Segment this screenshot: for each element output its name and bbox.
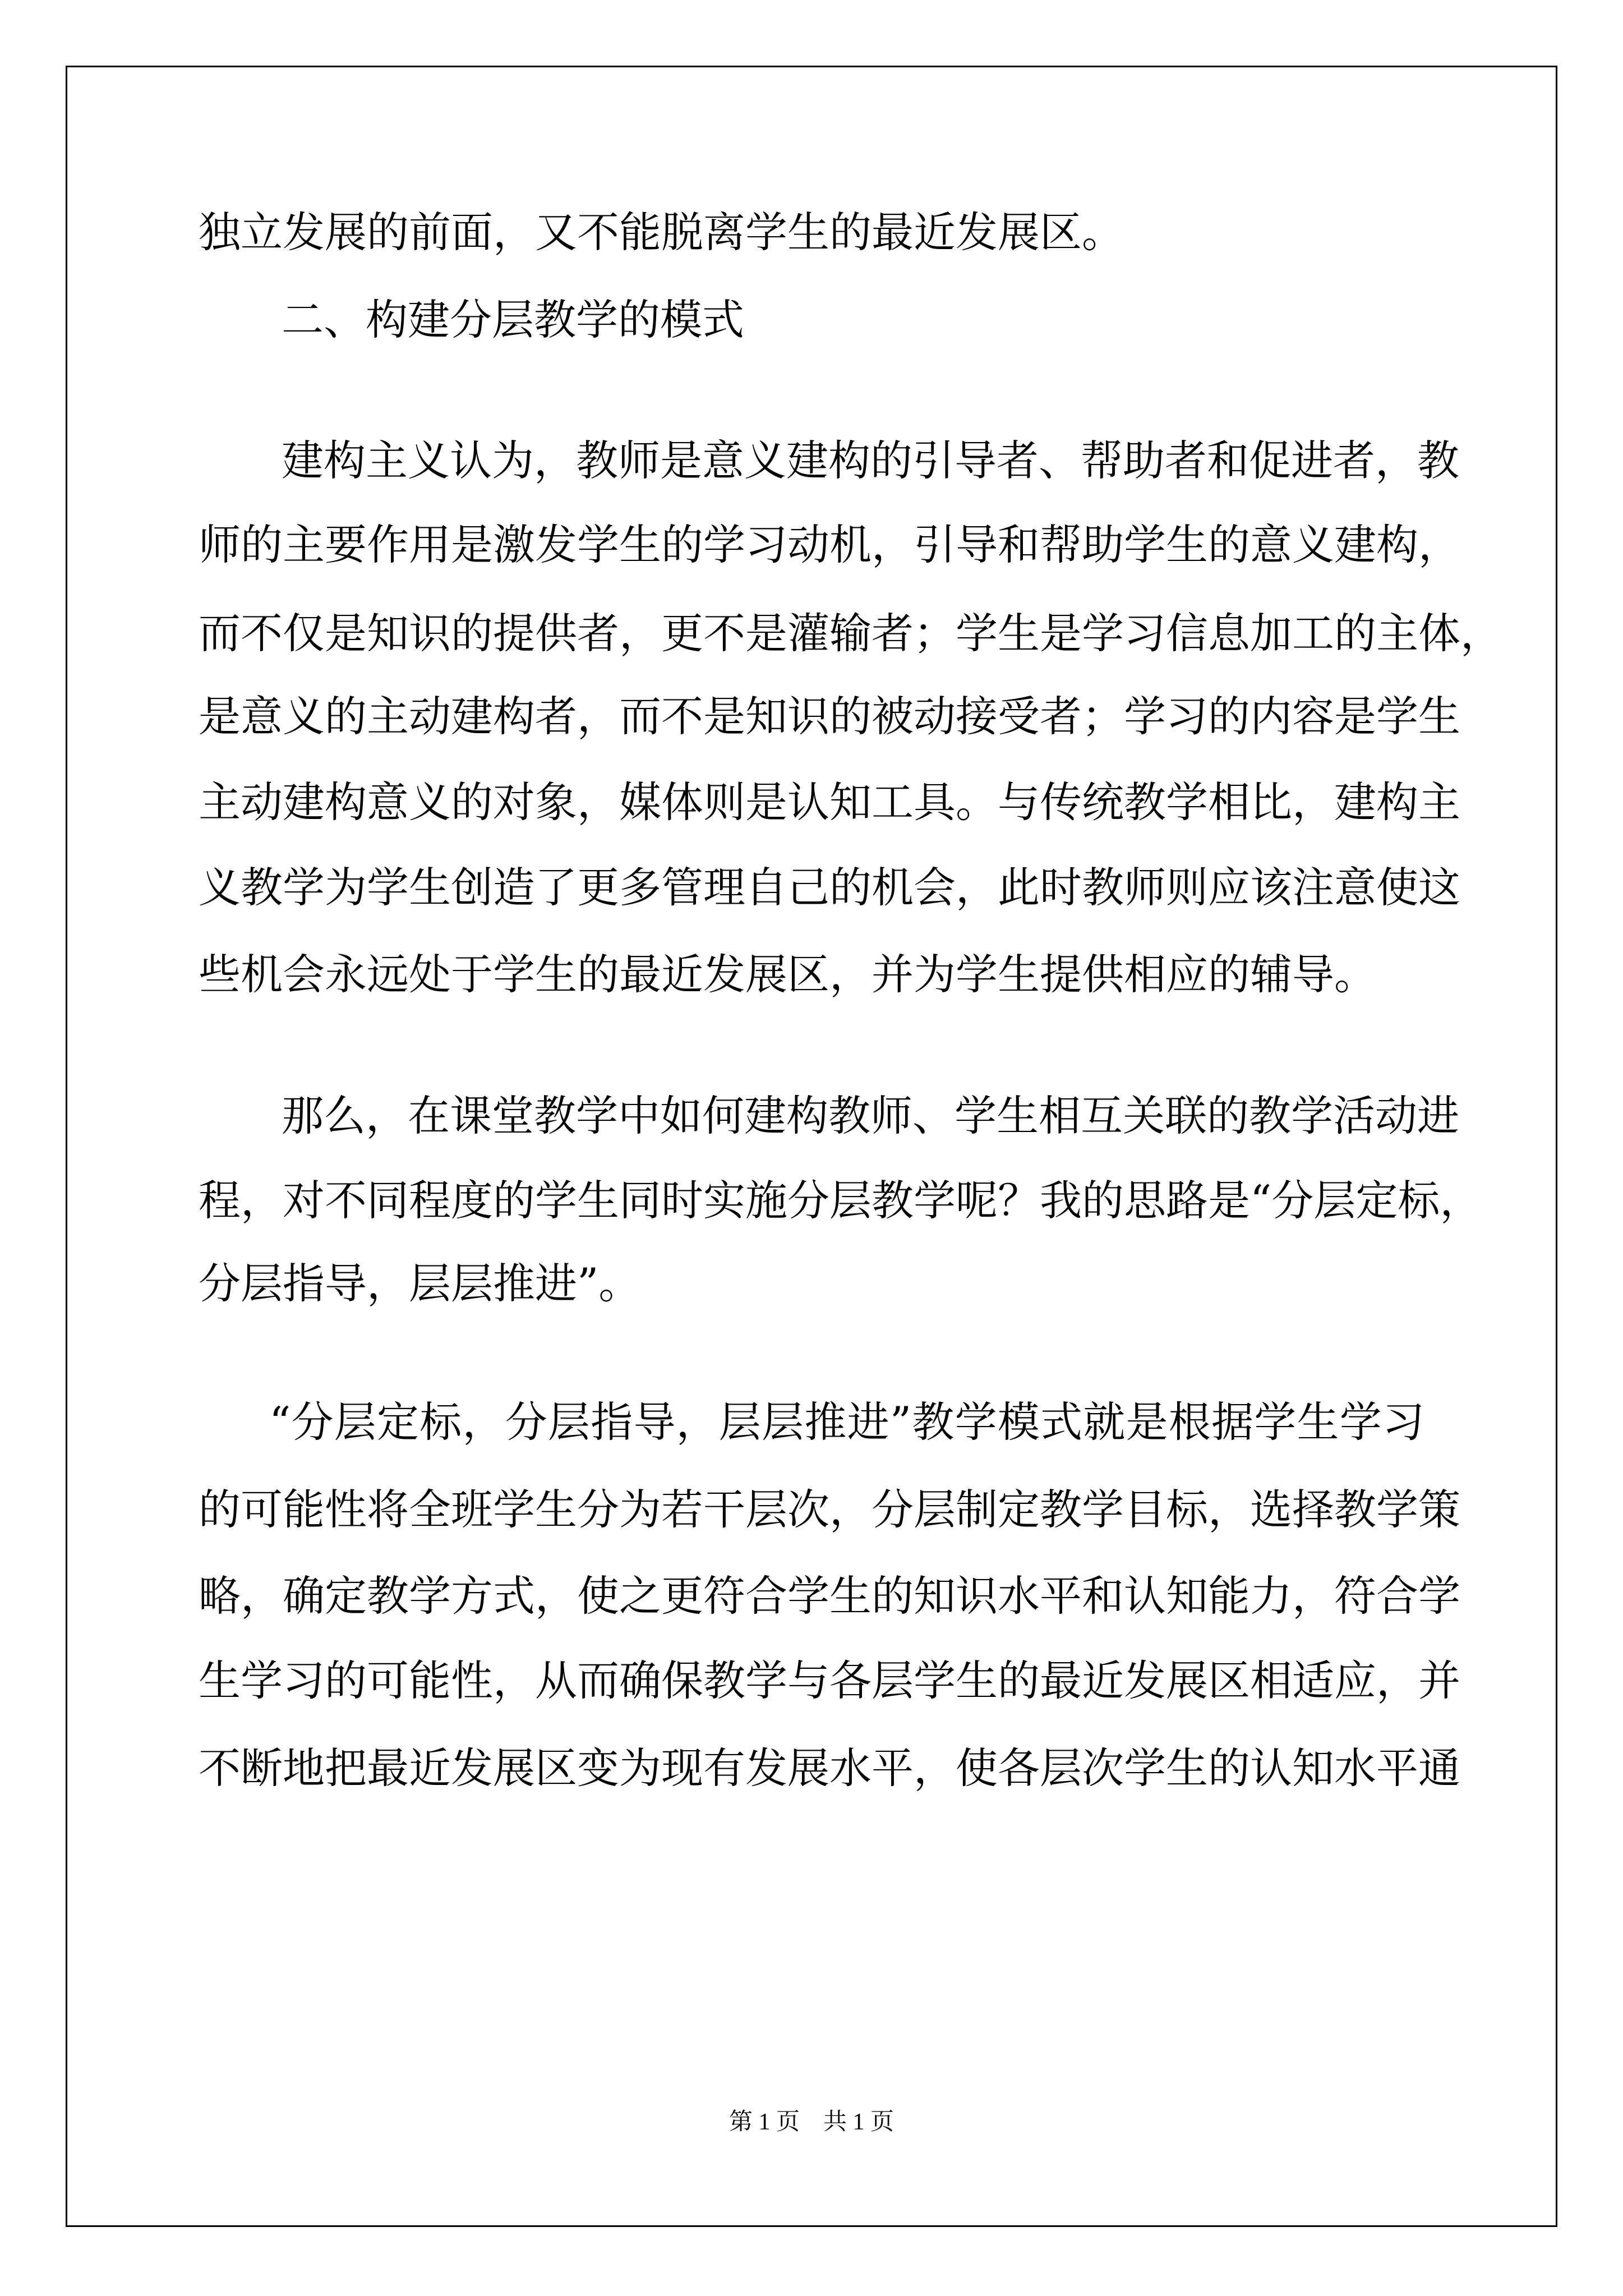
page-footer: 第 1 页 共 1 页	[728, 2109, 894, 2135]
text-line-1: 独立发展的前面，又不能脱离学生的最近发展区。	[199, 208, 1124, 257]
text-line-6: 是意义的主动建构者，而不是知识的被动接受者；学习的内容是学生	[199, 692, 1461, 741]
text-line-11: 程，对不同程度的学生同时实施分层教学呢？我的思路是“分层定标，	[199, 1176, 1482, 1225]
text-line-12: 分层指导，层层推进”。	[199, 1259, 641, 1308]
text-line-17: 不断地把最近发展区变为现有发展水平，使各层次学生的认知水平通	[199, 1743, 1461, 1793]
text-line-5: 而不仅是知识的提供者，更不是灌输者；学生是学习信息加工的主体，	[199, 609, 1503, 658]
text-line-8: 义教学为学生创造了更多管理自己的机会，此时教师则应该注意使这	[199, 863, 1461, 912]
text-line-13: “分层定标，分层指导，层层推进”教学模式就是根据学生学习	[269, 1397, 1424, 1447]
section-heading: 二、构建分层教学的模式	[282, 295, 745, 344]
text-line-16: 生学习的可能性，从而确保教学与各层学生的最近发展区相适应，并	[199, 1656, 1461, 1705]
text-line-15: 略，确定教学方式，使之更符合学生的知识水平和认知能力，符合学	[199, 1571, 1461, 1621]
text-line-14: 的可能性将全班学生分为若干层次，分层制定教学目标，选择教学策	[199, 1485, 1461, 1534]
page-border	[66, 66, 1557, 2227]
text-line-4: 师的主要作用是激发学生的学习动机，引导和帮助学生的意义建构，	[199, 520, 1461, 569]
text-line-10: 那么，在课堂教学中如何建构教师、学生相互关联的教学活动进	[282, 1091, 1460, 1140]
text-line-3: 建构主义认为，教师是意义建构的引导者、帮助者和促进者，教	[282, 436, 1460, 485]
text-line-9: 些机会永远处于学生的最近发展区，并为学生提供相应的辅导。	[199, 950, 1377, 999]
text-line-7: 主动建构意义的对象，媒体则是认知工具。与传统教学相比，建构主	[199, 777, 1461, 827]
